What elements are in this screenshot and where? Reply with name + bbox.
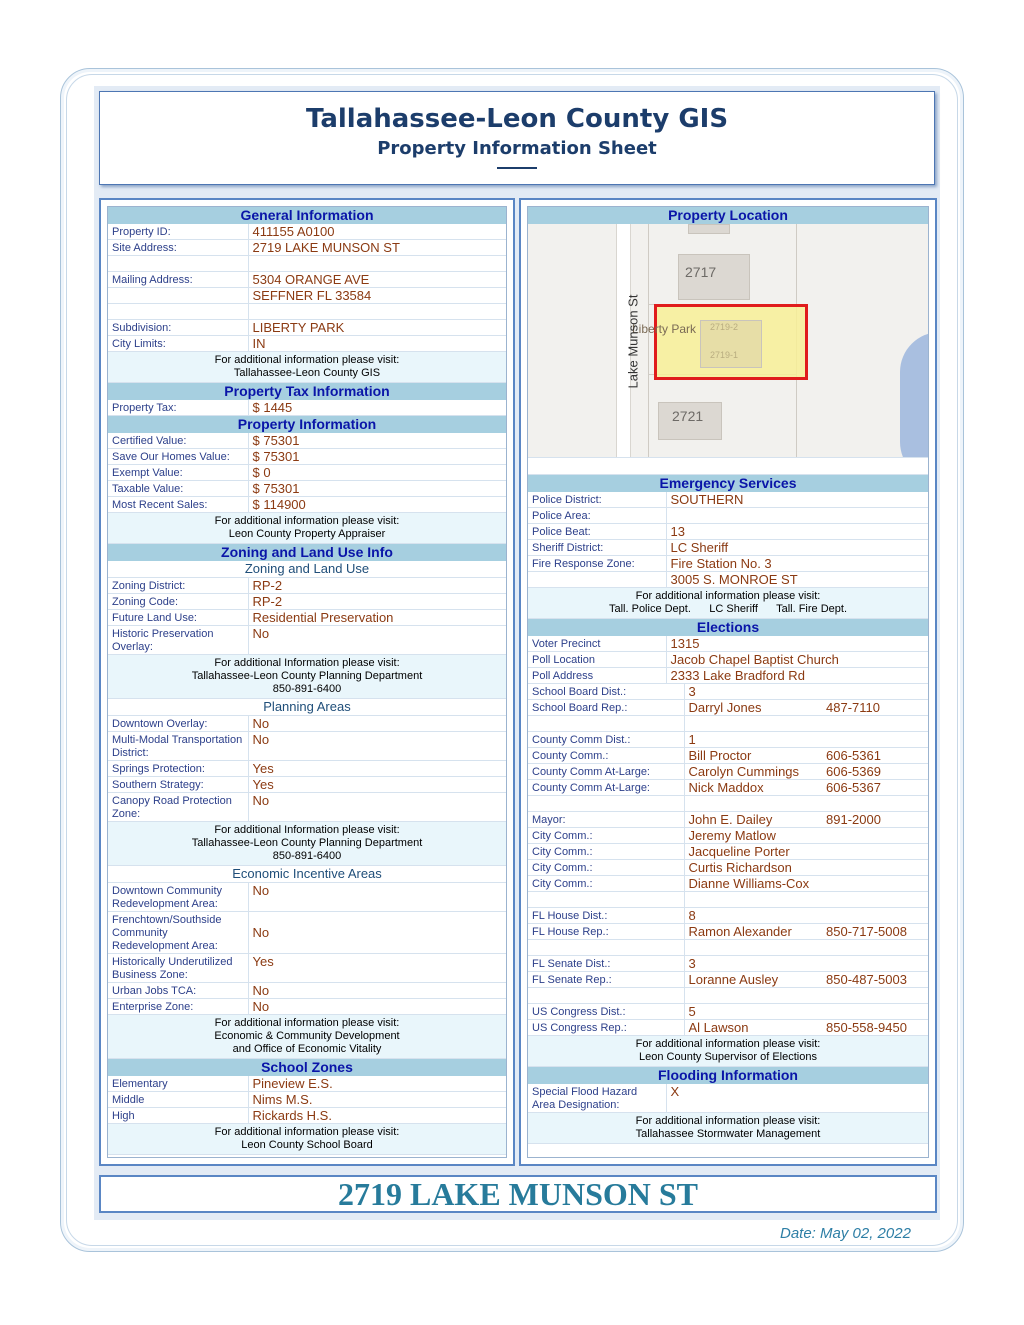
property-info-table	[108, 433, 506, 513]
label: Zoning Code:	[108, 594, 248, 610]
label: Property Tax:	[108, 400, 248, 416]
representative: Nick Maddox	[684, 780, 822, 796]
planning-dept-phone-2: 850-891-6400	[272, 850, 342, 862]
label: FL House Rep.:	[528, 924, 684, 940]
election-row	[528, 780, 928, 796]
label-2721: 2721	[672, 408, 704, 424]
economic-subheading: Economic Incentive Areas	[108, 866, 506, 883]
label: Voter Precinct	[528, 636, 666, 652]
label: FL Senate Rep.:	[528, 972, 684, 988]
election-row	[528, 876, 928, 892]
election-row	[528, 860, 928, 876]
election-row	[528, 748, 928, 764]
police-district: SOUTHERN	[666, 492, 928, 508]
address-banner: 2719 LAKE MUNSON ST	[99, 1175, 937, 1213]
label: US Congress Dist.:	[528, 1004, 684, 1020]
property-location-heading: Property Location	[528, 207, 928, 224]
label: School Board Rep.:	[528, 700, 684, 716]
poll-address: 2333 Lake Bradford Rd	[666, 668, 928, 684]
label: Poll Location	[528, 652, 666, 668]
label: Fire Response Zone:	[528, 556, 666, 572]
election-row	[528, 764, 928, 780]
frenchtown-cra: No	[248, 912, 506, 954]
property-appraiser-link[interactable]: Leon County Property Appraiser	[228, 528, 386, 540]
middle-school: Nims M.S.	[248, 1092, 506, 1108]
supervisor-elections-link[interactable]: Leon County Supervisor of Elections	[639, 1051, 817, 1063]
property-tax-value: $ 1445	[248, 400, 506, 416]
phone: 606-5369	[822, 764, 928, 780]
row-spacer	[528, 940, 928, 956]
multi-modal: No	[248, 732, 506, 761]
phone: 850-558-9450	[822, 1020, 928, 1036]
school-note: For additional information please visit: Leon County School Board	[108, 1124, 506, 1155]
emergency-links[interactable]: Tall. Police Dept. LC Sheriff Tall. Fire Dept.	[608, 603, 848, 615]
row-spacer	[528, 988, 928, 1004]
label: Middle	[108, 1092, 248, 1108]
police-area	[666, 508, 928, 524]
school-zones-heading: School Zones	[108, 1059, 506, 1076]
phone: 606-5361	[822, 748, 928, 764]
phone	[822, 860, 928, 876]
label: Canopy Road Protection Zone:	[108, 793, 248, 822]
save-our-homes-value: $ 75301	[248, 449, 506, 465]
representative: Carolyn Cummings	[684, 764, 822, 780]
school-board-link[interactable]: Leon County School Board	[241, 1139, 373, 1151]
label: County Comm Dist.:	[528, 732, 684, 748]
label: Mailing Address:	[108, 272, 248, 288]
phone	[822, 956, 928, 972]
label: City Comm.:	[528, 860, 684, 876]
label: Southern Strategy:	[108, 777, 248, 793]
emergency-heading: Emergency Services	[528, 475, 928, 492]
label: County Comm At-Large:	[528, 780, 684, 796]
emergency-note: For additional information please visit: Tall. Police Dept. LC Sheriff Tall. Fire Dept.	[528, 588, 928, 619]
label: Downtown Overlay:	[108, 716, 248, 732]
row-spacer	[528, 716, 928, 732]
label: School Board Dist.:	[528, 684, 684, 700]
representative: Darryl Jones	[684, 700, 822, 716]
site-address: 2719 LAKE MUNSON ST	[248, 240, 506, 256]
phone: 606-5367	[822, 780, 928, 796]
elementary-school: Pineview E.S.	[248, 1076, 506, 1092]
election-row	[528, 684, 928, 700]
springs-protection: Yes	[248, 761, 506, 777]
label-2719-1: 2719-1	[710, 350, 739, 360]
planning-dept-link[interactable]: Tallahassee-Leon County Planning Department	[191, 670, 423, 682]
urban-jobs: No	[248, 983, 506, 999]
label: City Comm.:	[528, 828, 684, 844]
label: Sheriff District:	[528, 540, 666, 556]
certified-value: $ 75301	[248, 433, 506, 449]
label: City Comm.:	[528, 876, 684, 892]
economic-table	[108, 883, 506, 1015]
subdivision: LIBERTY PARK	[248, 320, 506, 336]
label: Police Beat:	[528, 524, 666, 540]
sheet-title: Tallahassee-Leon County GIS	[305, 104, 729, 134]
taxable-value: $ 75301	[248, 481, 506, 497]
election-row	[528, 812, 928, 828]
sheet-subtitle: Property Information Sheet	[377, 138, 657, 159]
zoning-note: For additional Information please visit: Tallahassee-Leon County Planning Department 850-891-6400	[108, 655, 506, 699]
phone	[822, 876, 928, 892]
property-info-note: For additional information please visit: Leon County Property Appraiser	[108, 513, 506, 544]
label-2717: 2717	[685, 264, 717, 280]
canopy-road: No	[248, 793, 506, 822]
planning-note: For additional Information please visit: Tallahassee-Leon County Planning Department 850-891-6400	[108, 822, 506, 866]
phone: 891-2000	[822, 812, 928, 828]
map-spacer	[528, 458, 928, 475]
representative: Dianne Williams-Cox	[684, 876, 822, 892]
label: Elementary	[108, 1076, 248, 1092]
hubzone: Yes	[248, 954, 506, 983]
representative: Jeremy Matlow	[684, 828, 822, 844]
planning-areas-table	[108, 716, 506, 822]
representative: John E. Dailey	[684, 812, 822, 828]
election-row	[528, 956, 928, 972]
label: Police District:	[528, 492, 666, 508]
zoning-district: RP-2	[248, 578, 506, 594]
election-row	[528, 700, 928, 716]
label: Zoning District:	[108, 578, 248, 594]
phone: 850-487-5003	[822, 972, 928, 988]
label: Future Land Use:	[108, 610, 248, 626]
row-spacer	[528, 892, 928, 908]
building	[688, 224, 730, 234]
flooding-note: For additional information please visit: Tallahassee Stormwater Management	[528, 1113, 928, 1144]
poll-location: Jacob Chapel Baptist Church	[666, 652, 928, 668]
flooding-table	[528, 1084, 928, 1113]
representative: Al Lawson	[684, 1020, 822, 1036]
economic-vitality-link[interactable]: and Office of Economic Vitality	[232, 1043, 382, 1055]
fire-station-address: 3005 S. MONROE ST	[666, 572, 928, 588]
label: Property ID:	[108, 224, 248, 240]
planning-dept-phone: 850-891-6400	[272, 683, 342, 695]
label: Multi-Modal Transportation District:	[108, 732, 248, 761]
property-info-heading: Property Information	[108, 416, 506, 433]
property-tax-table	[108, 400, 506, 416]
representative: Jacqueline Porter	[684, 844, 822, 860]
right-panel	[519, 198, 937, 1166]
label: County Comm.:	[528, 748, 684, 764]
zoning-subheading: Zoning and Land Use	[108, 561, 506, 578]
label: Downtown Community Redevelopment Area:	[108, 883, 248, 912]
header-divider	[497, 167, 537, 169]
label: Site Address:	[108, 240, 248, 256]
historic-overlay: No	[248, 626, 506, 655]
label: Certified Value:	[108, 433, 248, 449]
stormwater-link[interactable]: Tallahassee Stormwater Management	[635, 1128, 821, 1140]
road-label: Lake Munson St	[625, 294, 641, 389]
property-id: 411155 A0100	[248, 224, 506, 240]
property-map[interactable]	[528, 224, 928, 458]
election-row	[528, 844, 928, 860]
zoning-code: RP-2	[248, 594, 506, 610]
label: Subdivision:	[108, 320, 248, 336]
phone	[822, 1004, 928, 1020]
gis-link[interactable]: Tallahassee-Leon County GIS	[233, 367, 381, 379]
label: US Congress Rep.:	[528, 1020, 684, 1036]
label: Exempt Value:	[108, 465, 248, 481]
school-zones-table	[108, 1076, 506, 1124]
label: Special Flood Hazard Area Designation:	[528, 1084, 666, 1113]
future-land-use: Residential Preservation	[248, 610, 506, 626]
elections-note: For additional information please visit: Leon County Supervisor of Elections	[528, 1036, 928, 1067]
downtown-overlay: No	[248, 716, 506, 732]
lake-water	[900, 332, 928, 458]
elections-heading: Elections	[528, 619, 928, 636]
election-row	[528, 1020, 928, 1036]
phone	[822, 732, 928, 748]
label: Taxable Value:	[108, 481, 248, 497]
representative: Bill Proctor	[684, 748, 822, 764]
representative: 3	[684, 956, 822, 972]
label: Urban Jobs TCA:	[108, 983, 248, 999]
southern-strategy: Yes	[248, 777, 506, 793]
phone	[822, 908, 928, 924]
label: Historic Preservation Overlay:	[108, 626, 248, 655]
zoning-heading: Zoning and Land Use Info	[108, 544, 506, 561]
label: FL Senate Dist.:	[528, 956, 684, 972]
label: Frenchtown/Southside Community Redevelopment Area:	[108, 912, 248, 954]
label: Enterprise Zone:	[108, 999, 248, 1015]
flooding-heading: Flooding Information	[528, 1067, 928, 1084]
election-row	[528, 732, 928, 748]
election-row	[528, 972, 928, 988]
mailing-address-1: 5304 ORANGE AVE	[248, 272, 506, 288]
planning-dept-link-2[interactable]: Tallahassee-Leon County Planning Department	[191, 837, 423, 849]
high-school: Rickards H.S.	[248, 1108, 506, 1124]
property-tax-heading: Property Tax Information	[108, 383, 506, 400]
sheet-date: Date: May 02, 2022	[780, 1225, 911, 1242]
elections-top-table	[528, 636, 928, 684]
label: Mayor:	[528, 812, 684, 828]
enterprise-zone: No	[248, 999, 506, 1015]
label: Save Our Homes Value:	[108, 449, 248, 465]
label: City Limits:	[108, 336, 248, 352]
phone	[822, 844, 928, 860]
election-row	[528, 828, 928, 844]
phone: 850-717-5008	[822, 924, 928, 940]
sheriff-district: LC Sheriff	[666, 540, 928, 556]
election-row	[528, 924, 928, 940]
fire-zone: Fire Station No. 3	[666, 556, 928, 572]
mailing-address-2: SEFFNER FL 33584	[248, 288, 506, 304]
sheet-header	[99, 91, 935, 185]
planning-areas-subheading: Planning Areas	[108, 699, 506, 716]
downtown-cra: No	[248, 883, 506, 912]
representative: 8	[684, 908, 822, 924]
label: Police Area:	[528, 508, 666, 524]
city-limits: IN	[248, 336, 506, 352]
label: Historically Underutilized Business Zone:	[108, 954, 248, 983]
label: High	[108, 1108, 248, 1124]
representative: Ramon Alexander	[684, 924, 822, 940]
label: Poll Address	[528, 668, 666, 684]
label: Springs Protection:	[108, 761, 248, 777]
general-info-note: For additional information please visit: Tallahassee-Leon County GIS	[108, 352, 506, 383]
election-row	[528, 908, 928, 924]
general-info-table	[108, 224, 506, 352]
recent-sales: $ 114900	[248, 497, 506, 513]
exempt-value: $ 0	[248, 465, 506, 481]
representative: Curtis Richardson	[684, 860, 822, 876]
economic-dev-link[interactable]: Economic & Community Development	[214, 1030, 400, 1042]
emergency-table	[528, 492, 928, 588]
representative: 1	[684, 732, 822, 748]
park-label: Liberty Park	[632, 322, 697, 336]
phone	[822, 684, 928, 700]
label-2719-2: 2719-2	[710, 322, 739, 332]
label: FL House Dist.:	[528, 908, 684, 924]
left-panel	[99, 198, 515, 1166]
voter-precinct: 1315	[666, 636, 928, 652]
label: City Comm.:	[528, 844, 684, 860]
row-spacer	[528, 796, 928, 812]
zoning-table	[108, 578, 506, 655]
phone: 487-7110	[822, 700, 928, 716]
label: County Comm At-Large:	[528, 764, 684, 780]
election-row	[528, 1004, 928, 1020]
police-beat: 13	[666, 524, 928, 540]
general-info-heading: General Information	[108, 207, 506, 224]
flood-zone: X	[666, 1084, 928, 1113]
phone	[822, 828, 928, 844]
elections-reps-table	[528, 684, 928, 1036]
representative: Loranne Ausley	[684, 972, 822, 988]
economic-note: For additional information please visit: Economic & Community Development and Office of Economic Vitality	[108, 1015, 506, 1059]
representative: 5	[684, 1004, 822, 1020]
label: Most Recent Sales:	[108, 497, 248, 513]
representative: 3	[684, 684, 822, 700]
